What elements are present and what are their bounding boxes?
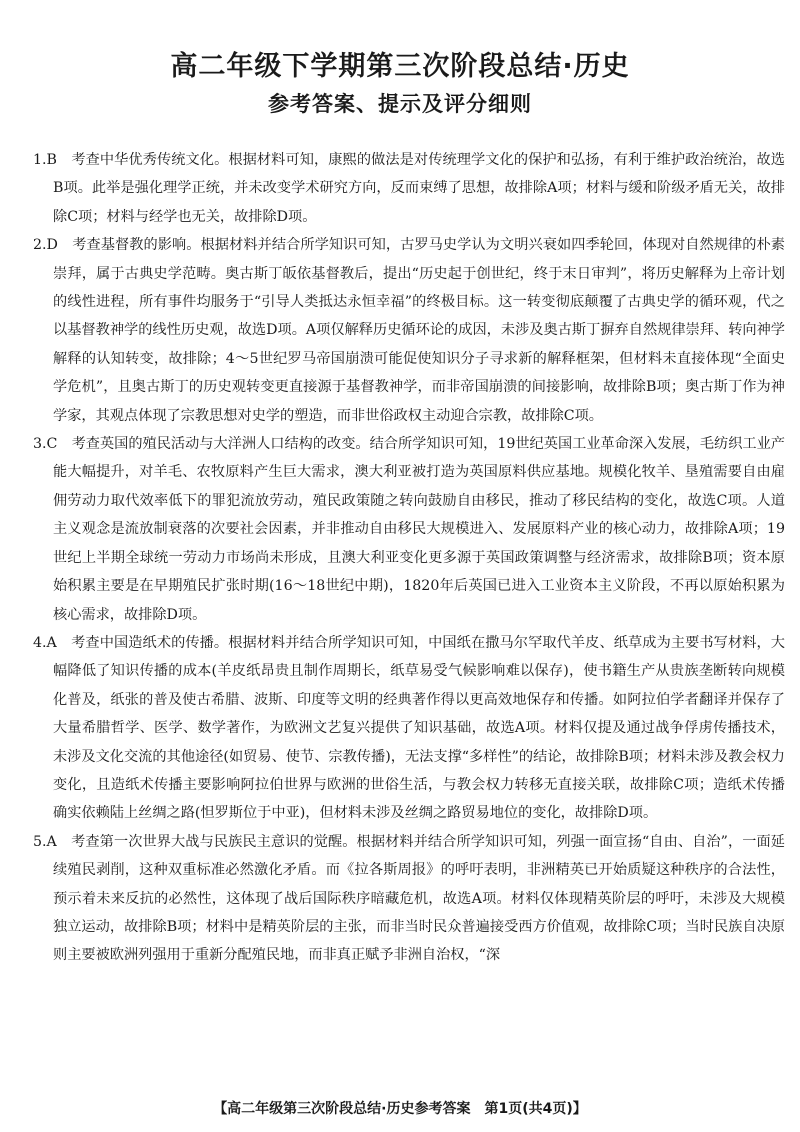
document-subtitle: 参考答案、提示及评分细则 [268,92,532,116]
answer-item-2: 2.D 考查基督教的影响。根据材料并结合所学知识可知，古罗马史学认为文明兴衰如四季轮回，体现对自然规律的朴素崇拜，属于古典史学范畴。奥古斯丁皈依基督教后，提出“历史起于创世纪，终于末日审判”，将历史解释为上帝计划的线性进程，所有事件均服务于“引导人类抵达永恒幸福”的终极目标。这一转变彻底颠覆了古典史学的循环观，代之以基督教神学的线性历史观，故选D项。A项仅解释历史循环论的成因，未涉及奥古斯丁摒弃自然规律崇拜、转向神学解释的认知转变，故排除；4～5世纪罗马帝国崩溃可能促使知识分子寻求新的解释框架，但材料未直接体现“全面史学危机”，且奥古斯丁的历史观转变更直接源于基督教神学，而非帝国崩溃的间接影响，故排除B项；奥古斯丁作为神学家，其观点体现了宗教思想对史学的塑造，而非世俗政权主动迎合宗教，故排除C项。 [33,237,785,424]
answer-item-4: 4.A 考查中国造纸术的传播。根据材料并结合所学知识可知，中国纸在撒马尔罕取代羊皮、纸草成为主要书写材料，大幅降低了知识传播的成本(羊皮纸昂贵且制作周期长，纸草易受气候影响难以保存)，使书籍生产从贵族垄断转向规模化普及，纸张的普及使古希腊、波斯、印度等文明的经典著作得以更高效地保存和传播。如阿拉伯学者翻译并保存了大量希腊哲学、医学、数学著作，为欧洲文艺复兴提供了知识基础，故选A项。材料仅提及通过战争俘虏传播技术，未涉及文化交流的其他途径(如贸易、使节、宗教传播)，无法支撑“多样性”的结论，故排除B项；材料未涉及教会权力变化，且造纸术传播主要影响阿拉伯世界与欧洲的世俗生活，与教会权力转移无直接关联，故排除C项；造纸术传播确实依赖陆上丝绸之路(怛罗斯位于中亚)，但材料未涉及丝绸之路贸易地位的变化，故排除D项。 [33,634,785,822]
answer-item-5: 5.A 考查第一次世界大战与民族民主意识的觉醒。根据材料并结合所学知识可知，列强一面宣扬“自由、自治”，一面延续殖民剥削，这种双重标准必然激化矛盾。而《拉各斯周报》的呼吁表明，非洲精英已开始质疑这种秩序的合法性，预示着未来反抗的必然性，这体现了战后国际秩序暗藏危机，故选A项。材料仅体现精英阶层的呼吁，未涉及大规模独立运动，故排除B项；材料中是精英阶层的主张，而非当时民众普遍接受西方价值观，故排除C项；当时民族自决原则主要被欧洲列强用于重新分配殖民地，而非真正赋予非洲自治权，“深 [33,833,785,964]
page-footer: 【高二年级第三次阶段总结·历史参考答案 第1页(共4页)】 [213,1101,587,1117]
document-title: 高二年级下学期第三次阶段总结·历史 [170,51,630,82]
answer-list [33,146,785,970]
answer-item-1: 1.B 考查中华优秀传统文化。根据材料可知，康熙的做法是对传统理学文化的保护和弘扬，有利于维护政治统治，故选B项。此举是强化理学正统，并未改变学术研究方向，反而束缚了思想，故排除A项；材料与缓和阶级矛盾无关，故排除C项；材料与经学也无关，故排除D项。 [33,152,785,225]
answer-item-3: 3.C 考查英国的殖民活动与大洋洲人口结构的改变。结合所学知识可知，19世纪英国工业革命深入发展，毛纺织工业产能大幅提升，对羊毛、农牧原料产生巨大需求，澳大利亚被打造为英国原料供应基地。规模化牧羊、垦殖需要自由雇佣劳动力取代效率低下的罪犯流放劳动，殖民政策随之转向鼓励自由移民，推动了移民结构的变化，故选C项。人道主义观念是流放制衰落的次要社会因素，并非推动自由移民大规模进入、发展原料产业的核心动力，故排除A项；19世纪上半期全球统一劳动力市场尚未形成，且澳大利亚变化更多源于英国政策调整与经济需求，故排除B项；资本原始积累主要是在早期殖民扩张时期(16～18世纪中期)，1820年后英国已进入工业资本主义阶段，不再以原始积累为核心需求，故排除D项。 [33,436,785,623]
